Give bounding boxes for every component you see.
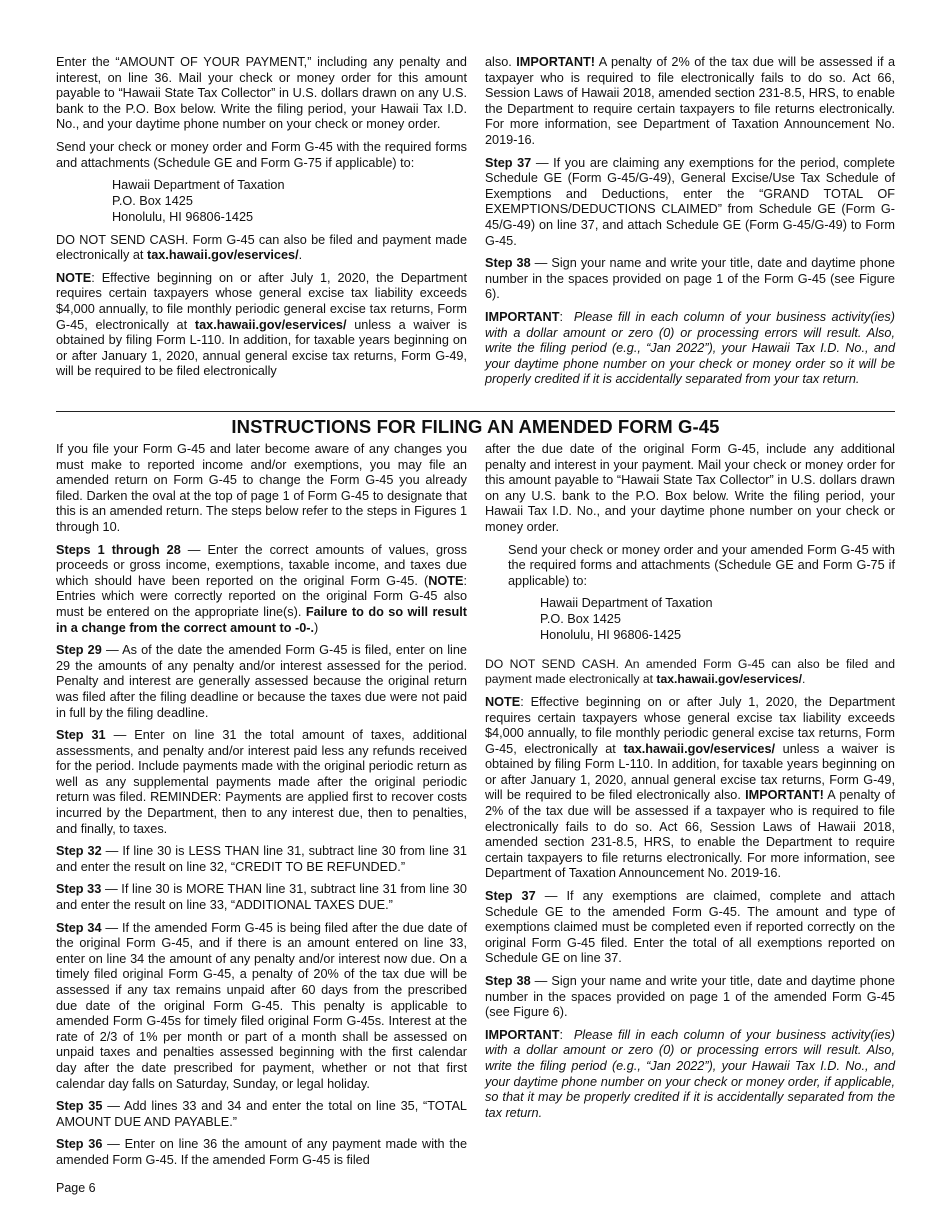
amended-left-column (56, 442, 467, 1176)
step-37: Step 37 — If any exemptions are claimed, complete and attach Schedule GE to the amended Form G-45. The amount and type of exemptions claimed must be completed even if reported correctly on the original Form G-45 filed. Enter the total of all exemptions reported on Schedule GE on line 37. (485, 889, 896, 966)
send-block (508, 543, 895, 644)
cash-notice: DO NOT SEND CASH. An amended Form G-45 can also be filed and payment made electronically at tax.hawaii.gov/eservices/. (485, 656, 895, 687)
step-29: Step 29 — As of the date the amended Form G-45 is filed, enter on line 29 the amounts of any penalty and/or interest assessed for the period. Penalty and interest are generally assessed because the original return was filed after the filing deadline or because the taxes due were not paid in full by the filing deadline. (56, 643, 467, 720)
mailing-address (540, 596, 895, 643)
page-number: Page 6 (56, 1181, 96, 1195)
address-line: Honolulu, HI 96806-1425 (540, 627, 682, 642)
step-38: Step 38 — Sign your name and write your title, date and daytime phone number in the spaces provided on page 1 of the amended Form G-45 (see Figure 6). (485, 974, 895, 1020)
electronic-filing-note: NOTE: Effective beginning on or after July 1, 2020, the Department requires certain taxpayers whose general excise tax liability exceeds $4,000 annually, to file monthly periodic general excise tax returns, Form G-45, electronically at tax.hawaii.gov/eservices/ unless a waiver is obtained by filing Form L-110. In addition, for taxable years beginning on or after January 1, 2020, annual general excise tax returns, Form G-49, will be required to be filed electronically also. IMPORTANT! A penalty of 2% of the tax due will be assessed if a taxpayer who is required to file electronically fails to do so. Act 66, Session Laws of Hawaii 2018, amended section 231-8.5, HRS, to enable the Department to require certain taxpayers to file returns electronically. For more information, see Department of Taxation Announcement No. 2019-16. (485, 694, 896, 881)
section-heading: INSTRUCTIONS FOR FILING AN AMENDED FORM G-45 (231, 416, 720, 437)
important-notice: IMPORTANT: Please fill in each column of your business activity(ies) with a dollar amount or zero (0) or processing errors will result. Also, write the filing period (e.g., “Jan 2022”), your Hawaii Tax I.D. No., and your daytime phone number on your check or money order, if applicable, so that it may be properly credited if it is accidentally separated from the tax return. (485, 1027, 895, 1120)
step-33: Step 33 — If line 30 is MORE THAN line 31, subtract line 31 from line 30 and enter the result on line 33, “ADDITIONAL TAXES DUE.” (56, 882, 467, 913)
top-left-column (56, 55, 467, 387)
step-37: Step 37 — If you are claiming any exemptions for the period, complete Schedule GE (Form G-45/G-49), General Excise/Use Tax Schedule of Exemptions and Deductions, enter the “GRAND TOTAL OF EXEMPTIONS/DEDUCTIONS CLAIMED” from Schedule GE (Form G-45/G-49) on line 37, and attach Schedule GE (Form G-45/G-49) to Form G-45. (485, 155, 895, 248)
electronic-filing-note: NOTE: Effective beginning on or after July 1, 2020, the Department requires certain taxpayers whose general excise tax liability exceeds $4,000 annually, to file monthly periodic general excise tax returns, Form G-45, electronically at tax.hawaii.gov/eservices/ unless a waiver is obtained by filing Form L-110. In addition, for taxable years beginning on or after January 1, 2020, annual general excise tax returns, Form G-49, will be required to be filed electronically (56, 270, 467, 379)
step-34: Step 34 — If the amended Form G-45 is being filed after the due date of the original Form G-45, and if there is an amount entered on line 33, enter on line 34 the amount of any penalty and/or interest now due. On a timely filed original Form G-45, a penalty of 20% of the tax due will be assessed if any tax remains unpaid after 60 days from the prescribed due date of the original Form G-45. This penalty is applicable to amended Form G-45s for timely filed original Form G-45s. Interest at the rate of 2/3 of 1% per month or part of a month shall be assessed on unpaid taxes and penalties assessed beginning with the first calendar day after the date prescribed for payment, whether or not that first calendar day falls on Saturday, Sunday, or legal holiday. (56, 920, 467, 1091)
steps-1-28: Steps 1 through 28 — Enter the correct amounts of values, gross proceeds or gross income, exemptions, taxable income, and taxes due which should have been reported on the original Form G-45. (NOTE: Entries which were correctly reported on the original Form G-45 also must be entered on the appropriate line(s). Failure to do so will result in a change from the correct amount to -0-.) (56, 542, 467, 635)
mailing-address (112, 178, 467, 225)
step-36-continued: after the due date of the original Form G-45, include any additional penalty and interest in your payment. Mail your check or money order for this amount payable to “Hawaii State Tax Collector” in U.S. dollars drawn on any U.S. bank to the P.O. Box below. Write the filing period, your Hawaii Tax I.D. No., and your daytime phone number on your check or money order. (485, 442, 895, 534)
amended-right-column (485, 442, 895, 1128)
step-35: Step 35 — Add lines 33 and 34 and enter the total on line 35, “TOTAL AMOUNT DUE AND PAYABLE.” (56, 1099, 467, 1129)
cash-notice: DO NOT SEND CASH. Form G-45 can also be filed and payment made electronically at tax.hawaii.gov/eservices/. (56, 232, 467, 263)
step-36: Step 36 — Enter on line 36 the amount of any payment made with the amended Form G-45. If the amended Form G-45 is filed (56, 1137, 468, 1167)
address-line: P.O. Box 1425 (112, 193, 193, 208)
eservices-link[interactable]: tax.hawaii.gov/eservices/ (194, 317, 347, 332)
eservices-link[interactable]: tax.hawaii.gov/eservices/ (623, 741, 776, 756)
amended-intro: If you file your Form G-45 and later become aware of any changes you must make to reported income and/or exemptions, you may file an amended return on Form G-45 to change the Form G-45 you already filed. Darken the oval at the top of page 1 of Form G-45 to designate that this is an amended return. The steps below refer to the steps in Figures 1 through 10. (56, 442, 467, 534)
address-line: Honolulu, HI 96806-1425 (112, 209, 254, 224)
step-31: Step 31 — Enter on line 31 the total amount of taxes, additional assessments, and penalty and/or interest paid less any refunds received for the period. Include payments made with the original periodic return as well as any supplemental payments made after the original periodic return was filed. REMINDER: Payments are applied first to recover costs incurred by the Department, then to any interest due, then to penalties, and finally, to taxes. (56, 728, 467, 836)
eservices-link[interactable]: tax.hawaii.gov/eservices/ (656, 672, 803, 687)
send-instructions: Send your check or money order and your amended Form G-45 with the required forms and attachments (Schedule GE and Form G-75 if applicable) to: (508, 542, 895, 588)
send-instructions: Send your check or money order and Form G-45 with the required forms and attachments (Schedule GE and Form G-75 if applicable) to: (56, 139, 467, 170)
address-line: Hawaii Department of Taxation (112, 178, 285, 193)
important-notice: IMPORTANT: Please fill in each column of your business activity(ies) with a dollar amount or zero (0) or processing errors will result. Also, write the filing period (e.g., “Jan 2022”), your Hawaii Tax I.D. No., and your daytime phone number on your check or money order so it will be properly credited if it is accidentally separated from your tax return. (485, 309, 895, 387)
step-32: Step 32 — If line 30 is LESS THAN line 31, subtract line 30 from line 31 and enter the result on line 32, “CREDIT TO BE REFUNDED.” (56, 844, 467, 874)
penalty-notice: also. IMPORTANT! A penalty of 2% of the tax due will be assessed if a taxpayer who is required to file electronically fails to do so. Act 66, Session Laws of Hawaii 2018, amended section 231-8.5, HRS, to enable the Department to require certain taxpayers to file returns electronically. For more information, see Department of Taxation Announcement No. 2019-16. (485, 55, 896, 147)
payment-instructions: Enter the “AMOUNT OF YOUR PAYMENT,” including any penalty and interest, on line 36. Mail your check or money order for this amount payable to “Hawaii State Tax Collector” in U.S. dollars drawn on any U.S. bank to the P.O. Box below. Write the filing period, your Hawaii Tax I.D. No., and your daytime phone number on your check or money order. (56, 55, 467, 132)
step-38: Step 38 — Sign your name and write your title, date and daytime phone number in the spaces provided on page 1 of the Form G-45 (see Figure 6). (485, 256, 895, 302)
address-line: Hawaii Department of Taxation (540, 596, 713, 611)
address-line: P.O. Box 1425 (540, 612, 621, 627)
top-right-column (485, 55, 895, 395)
section-divider (56, 411, 895, 412)
eservices-link[interactable]: tax.hawaii.gov/eservices/ (146, 248, 299, 263)
